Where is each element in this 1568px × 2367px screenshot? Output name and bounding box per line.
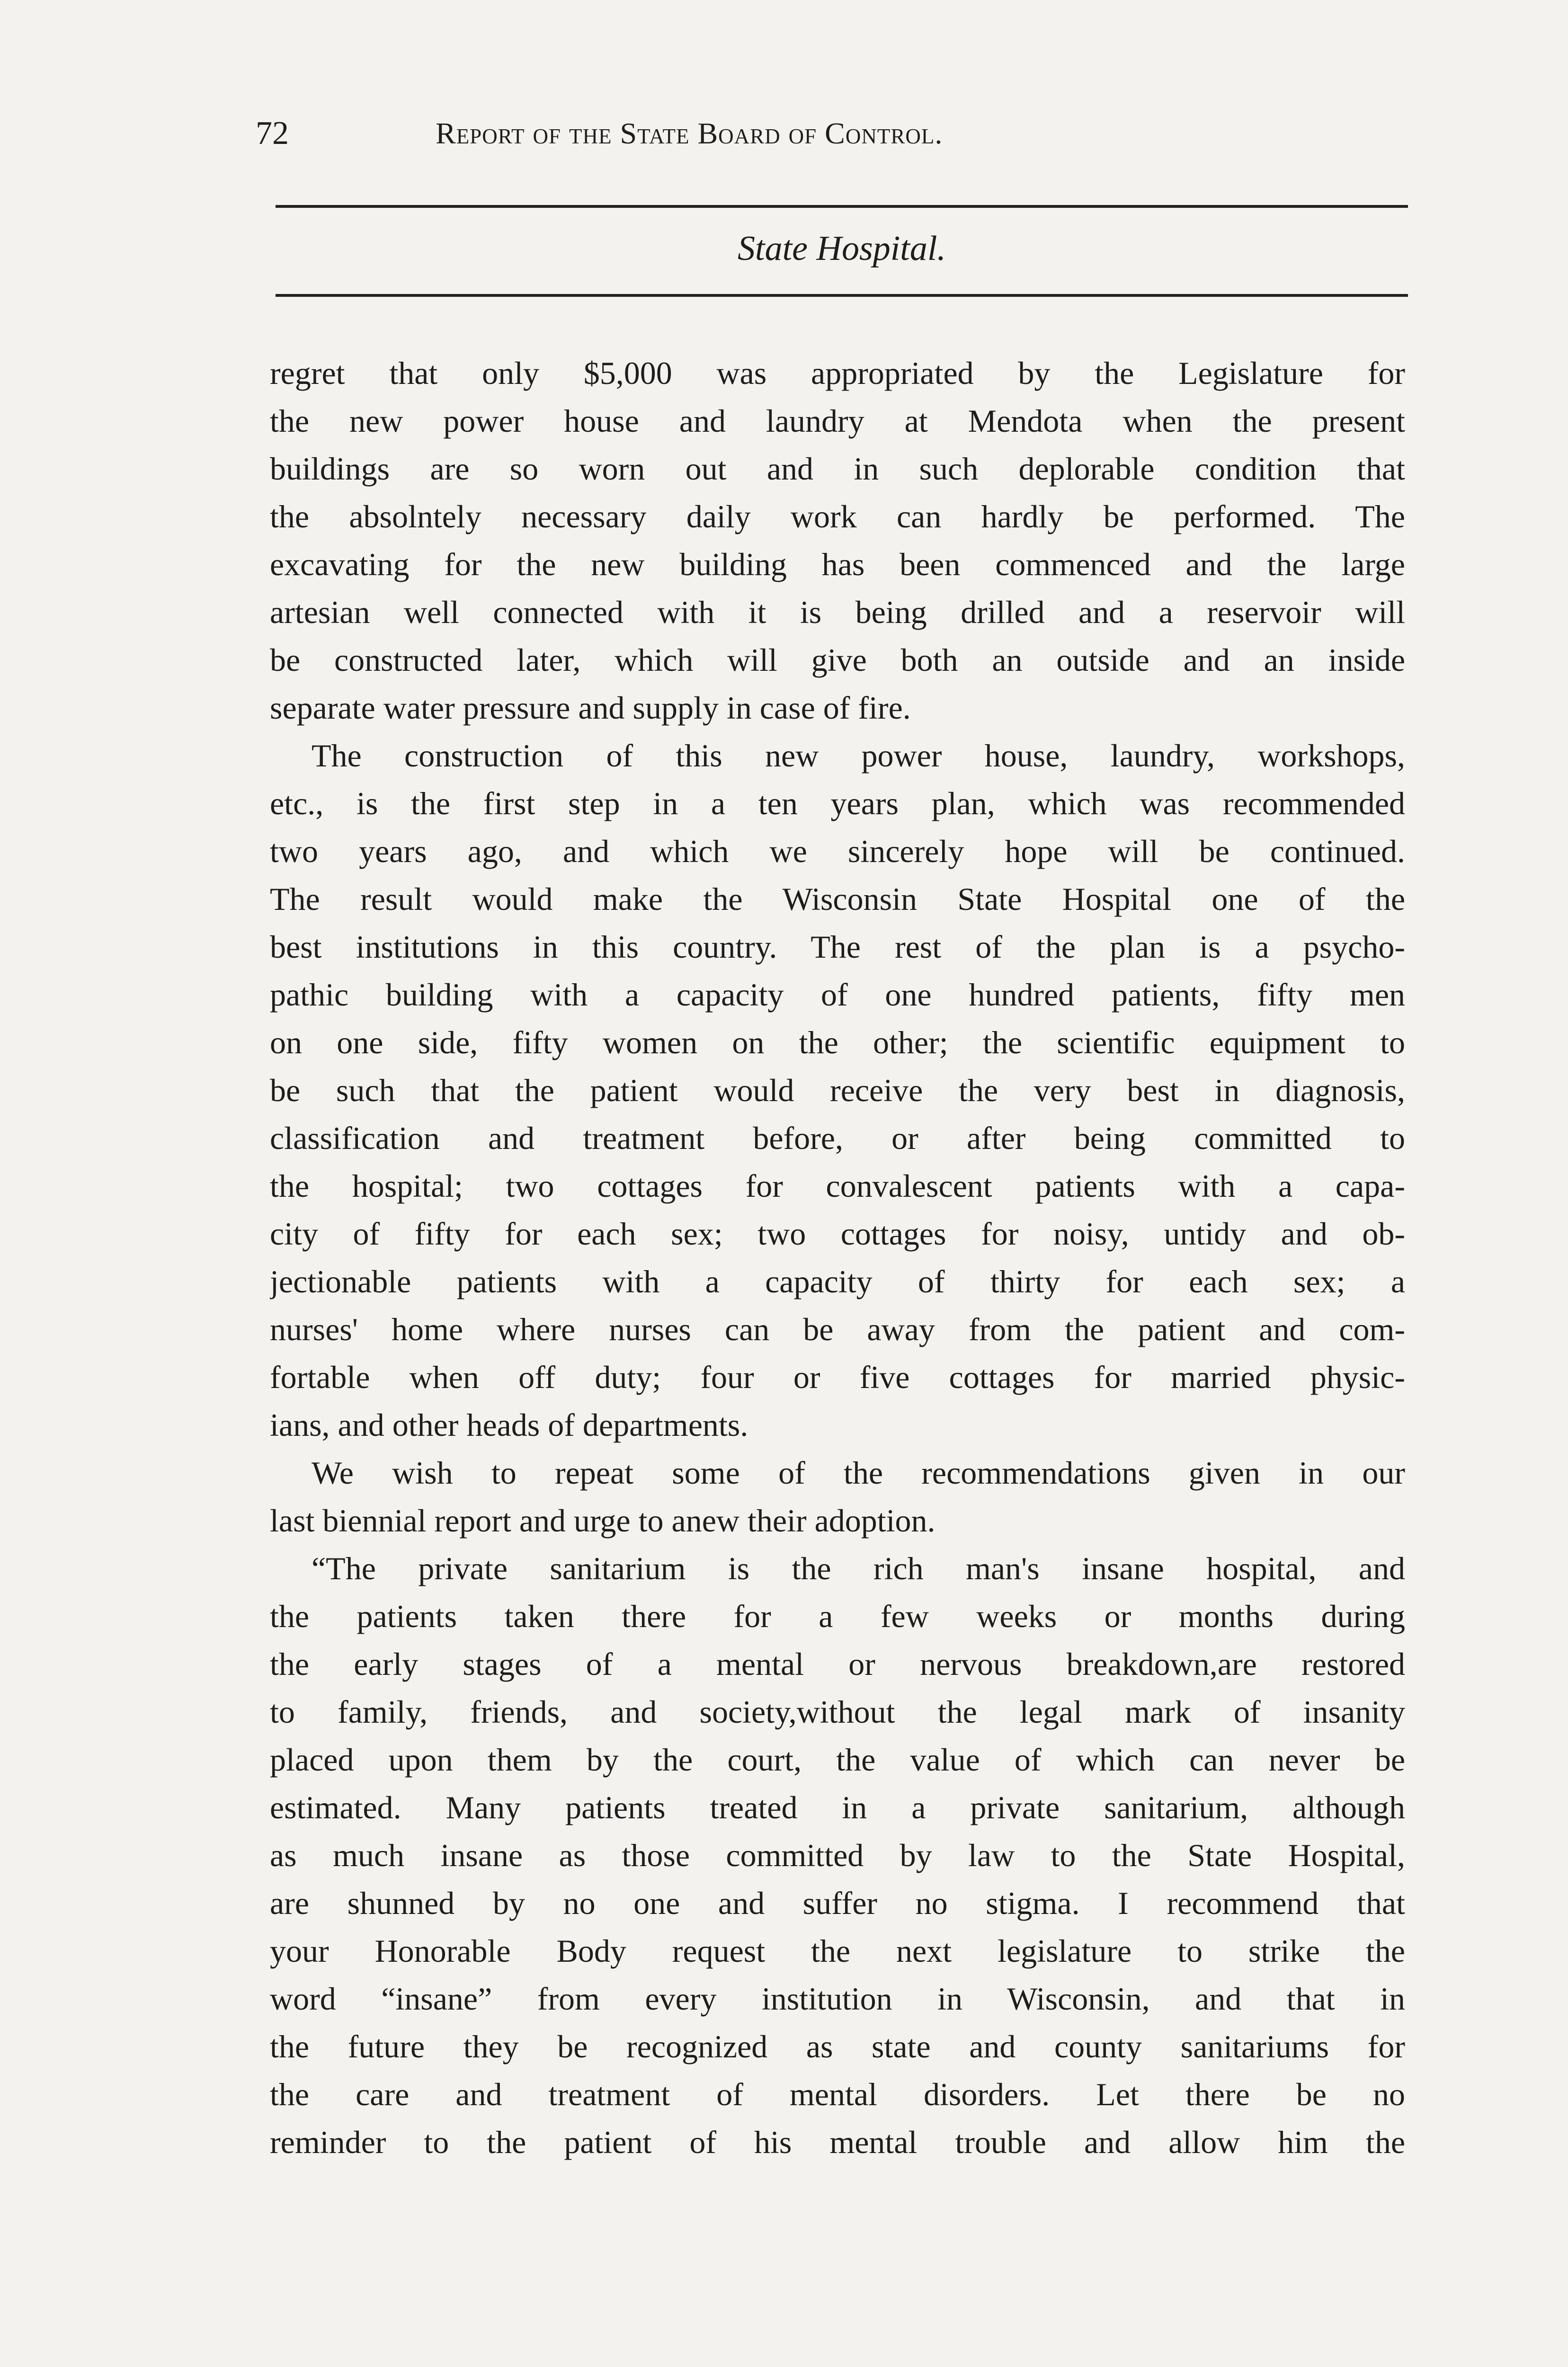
page-number: 72 [256,115,289,151]
text-line: the absolntely necessary daily work can hardly be performed. The [270,498,1405,534]
text-line: ians, and other heads of departments. [270,1407,748,1443]
text-line: “The private sanitarium is the rich man's insane hospital, and [312,1550,1405,1586]
text-line: your Honorable Body request the next legislature to strike the [270,1933,1405,1969]
text-line: as much insane as those committed by law to the State Hospital, [270,1837,1405,1873]
text-line: the new power house and laundry at Mendota when the present [270,403,1405,439]
text-line: pathic building with a capacity of one hundred patients, fifty men [270,977,1405,1013]
text-line: separate water pressure and supply in case of fire. [270,690,911,726]
text-line: classification and treatment before, or after being committed to [270,1120,1405,1156]
text-line: The construction of this new power house, laundry, workshops, [312,738,1405,774]
text-line: the early stages of a mental or nervous breakdown,are restored [270,1646,1405,1682]
running-head [256,105,1411,162]
text-line: reminder to the patient of his mental trouble and allow him the [270,2124,1405,2160]
text-line: excavating for the new building has been commenced and the large [270,546,1405,582]
text-line: fortable when off duty; four or five cottages for married physic- [270,1359,1405,1395]
text-line: to family, friends, and society,without the legal mark of insanity [270,1694,1405,1730]
top-rule [276,205,1408,208]
text-line: buildings are so worn out and in such deplorable condition that [270,451,1405,487]
text-line: regret that only $5,000 was appropriated by the Legislature for [270,355,1405,391]
text-line: etc., is the first step in a ten years plan, which was recommended [270,785,1405,821]
report-title: Report of the State Board of Control. [436,116,943,150]
text-line: best institutions in this country. The rest of the plan is a psycho- [270,929,1405,965]
text-line: be constructed later, which will give both an outside and an inside [270,642,1405,678]
text-line: placed upon them by the court, the value of which can never be [270,1742,1405,1778]
text-line: artesian well connected with it is being drilled and a reservoir will [270,594,1405,630]
text-line: city of fifty for each sex; two cottages for noisy, untidy and ob- [270,1216,1405,1252]
text-line: jectionable patients with a capacity of thirty for each sex; a [270,1264,1405,1299]
text-line: We wish to repeat some of the recommendations given in our [312,1455,1405,1491]
text-line: last biennial report and urge to anew their adoption. [270,1503,935,1539]
text-line: nurses' home where nurses can be away from the patient and com- [270,1311,1405,1347]
text-line: The result would make the Wisconsin State Hospital one of the [270,881,1405,917]
text-line: the patients taken there for a few weeks or months during [270,1598,1405,1634]
text-line: are shunned by no one and suffer no stigma. I recommend that [270,1885,1405,1921]
section-title: State Hospital. [738,229,946,268]
text-line: on one side, fifty women on the other; the scientific equipment to [270,1024,1405,1060]
text-line: estimated. Many patients treated in a private sanitarium, although [270,1789,1405,1825]
text-line: the care and treatment of mental disorders. Let there be no [270,2076,1405,2112]
text-line: the hospital; two cottages for convalescent patients with a capa- [270,1168,1405,1204]
text-line: the future they be recognized as state and county sanitariums for [270,2029,1405,2064]
text-line: be such that the patient would receive the very best in diagnosis, [270,1072,1405,1108]
text-line: word “insane” from every institution in Wisconsin, and that in [270,1981,1405,2017]
body-text [270,349,1405,2166]
bottom-rule [276,294,1408,297]
text-line: two years ago, and which we sincerely hope will be continued. [270,833,1405,869]
